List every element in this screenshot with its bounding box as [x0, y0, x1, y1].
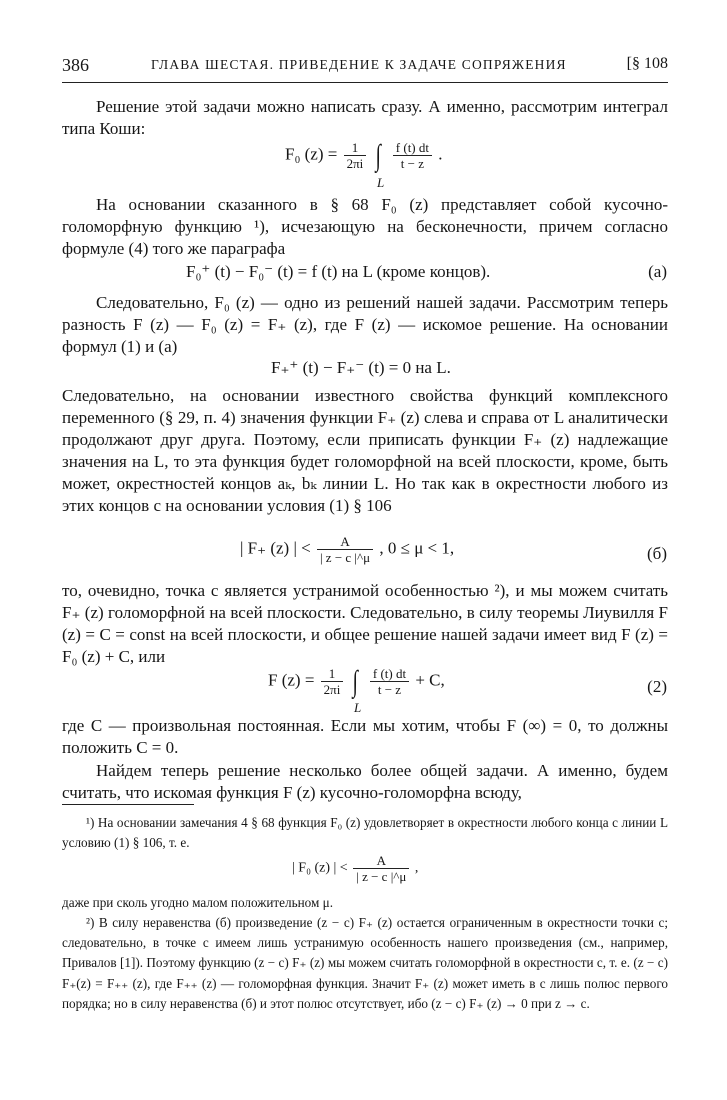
paragraph-2: На основании сказанного в § 68 F₀ (z) представляет собой кусочно-голоморфную функцию ¹), исчезающую на бесконечности, причем согласно формуле (4) того же параграфа	[62, 195, 668, 258]
equation-label-2: (2)	[647, 677, 667, 696]
formula-cauchy-integral	[285, 140, 443, 171]
paragraph-5: то, очевидно, точка c является устранимой особенностью ²), и мы можем считать F₊ (z) голоморфной на всей плоскости. Следовательно, в силу теоремы Лиувилля F (z) = C = const на всей плоскости, и общее решение нашей задачи имеет вид F (z) = F₀ (z) + C, или	[62, 581, 668, 666]
page-number: 386	[62, 55, 89, 75]
formula-2	[268, 666, 445, 697]
formula-a: F₀⁺ (t) − F₀⁻ (t) = f (t) на L (кроме концов).	[186, 262, 491, 281]
denominator: | z − c |^μ	[356, 869, 407, 884]
denominator: 2πi	[323, 682, 341, 697]
denominator: t − z	[377, 682, 402, 697]
integral-limit-L: L	[354, 700, 362, 715]
integral-sign: ∫	[374, 138, 381, 172]
formula-rhs: , 0 ≤ μ < 1,	[379, 538, 455, 558]
equation-label-a: (а)	[648, 262, 667, 281]
paragraph-6: где C — произвольная постоянная. Если мы хотим, чтобы F (∞) = 0, то должны положить C = 0.	[62, 716, 668, 757]
formula-rhs: ,	[414, 860, 419, 876]
numerator: f (t) dt	[393, 140, 432, 156]
denominator: 2πi	[346, 156, 364, 171]
fraction-bound	[353, 853, 409, 884]
formula-lhs: F₀ (z) =	[285, 144, 338, 164]
equation-label-b: (б)	[647, 544, 667, 563]
footnote-2: ²) В силу неравенства (б) произведение (z − c) F₊ (z) остается ограниченным в окрестности точки c; следовательно, в точке c имеем лишь устранимую особенность нашего произведения (см., например, Привалов [1]). Поэтому функцию (z − c) F₊ (z) мы можем считать голоморфной в окрестности c, т. е. (z − c) F₊(z) = F₊₊ (z), где F₊₊ (z) — голоморфная функция. Значит F₊ (z) может иметь в c лишь полюс первого порядка; но в силу неравенства (б) и этот полюс отсутствует, ибо (z − c) F₊ (z) → 0 при z → c.	[62, 915, 668, 1011]
numerator: f (t) dt	[370, 666, 409, 682]
chapter-title: ГЛАВА ШЕСТАЯ. ПРИВЕДЕНИЕ К ЗАДАЧЕ СОПРЯЖЕНИЯ	[151, 57, 567, 72]
fraction-1-over-2pi-i	[321, 666, 344, 697]
paragraph-1: Решение этой задачи можно написать сразу. А именно, рассмотрим интеграл типа Коши:	[62, 97, 668, 138]
formula-rhs: + C,	[415, 670, 445, 690]
footnote-rule	[62, 804, 194, 805]
formula-lhs: | F₊ (z) | <	[240, 538, 311, 558]
footnote-1-formula	[292, 853, 418, 884]
fraction-bound	[317, 534, 373, 565]
numerator: 1	[344, 140, 367, 156]
formula-lhs: | F₀ (z) | <	[292, 860, 348, 876]
numerator: A	[353, 853, 409, 869]
footnote-1: ¹) На основании замечания 4 § 68 функция F₀ (z) удовлетворяет в окрестности любого конца c линии L условию (1) § 106, т. е.	[62, 815, 668, 851]
formula-homogeneous: F₊⁺ (t) − F₊⁻ (t) = 0 на L.	[271, 358, 451, 377]
denominator: | z − c |^μ	[319, 550, 371, 565]
footnote-1-tail: даже при сколь угодно малом положительном μ.	[62, 895, 334, 910]
formula-lhs: F (z) =	[268, 670, 315, 690]
denominator: t − z	[400, 156, 424, 171]
paragraph-4: Следовательно, на основании известного свойства функций комплексного переменного (§ 29, п. 4) значения функции F₊ (z) слева и справа от L аналитически продолжают друг друга. Поэтому, если приписать функции F₊ (z) надлежащие значения на L, то эта функция будет голоморфной на всей плоскости, кроме, быть может, окрестностей концов aₖ, bₖ линии L. Но так как в окрестности любого из этих концов c на основании условия (1) § 106	[62, 386, 668, 515]
fraction-1-over-2pi-i	[344, 140, 367, 171]
section-marker: [§ 108	[626, 55, 668, 72]
paragraph-3: Следовательно, F₀ (z) — одно из решений нашей задачи. Рассмотрим теперь разность F (z) — F₀ (z) = F₊ (z), где F (z) — искомое решение. На основании формул (1) и (а)	[62, 293, 668, 356]
formula-b	[240, 534, 454, 565]
numerator: A	[317, 534, 373, 550]
integral-sign: ∫	[352, 664, 358, 698]
fraction-integrand	[370, 666, 409, 697]
fraction-integrand	[393, 140, 432, 171]
numerator: 1	[321, 666, 344, 682]
formula-end: .	[438, 144, 443, 164]
integral-limit-L: L	[377, 175, 385, 190]
paragraph-7: Найдем теперь решение несколько более общей задачи. А именно, будем считать, что искомая функция F (z) кусочно-голоморфна всюду,	[62, 761, 668, 802]
running-header	[62, 52, 668, 83]
